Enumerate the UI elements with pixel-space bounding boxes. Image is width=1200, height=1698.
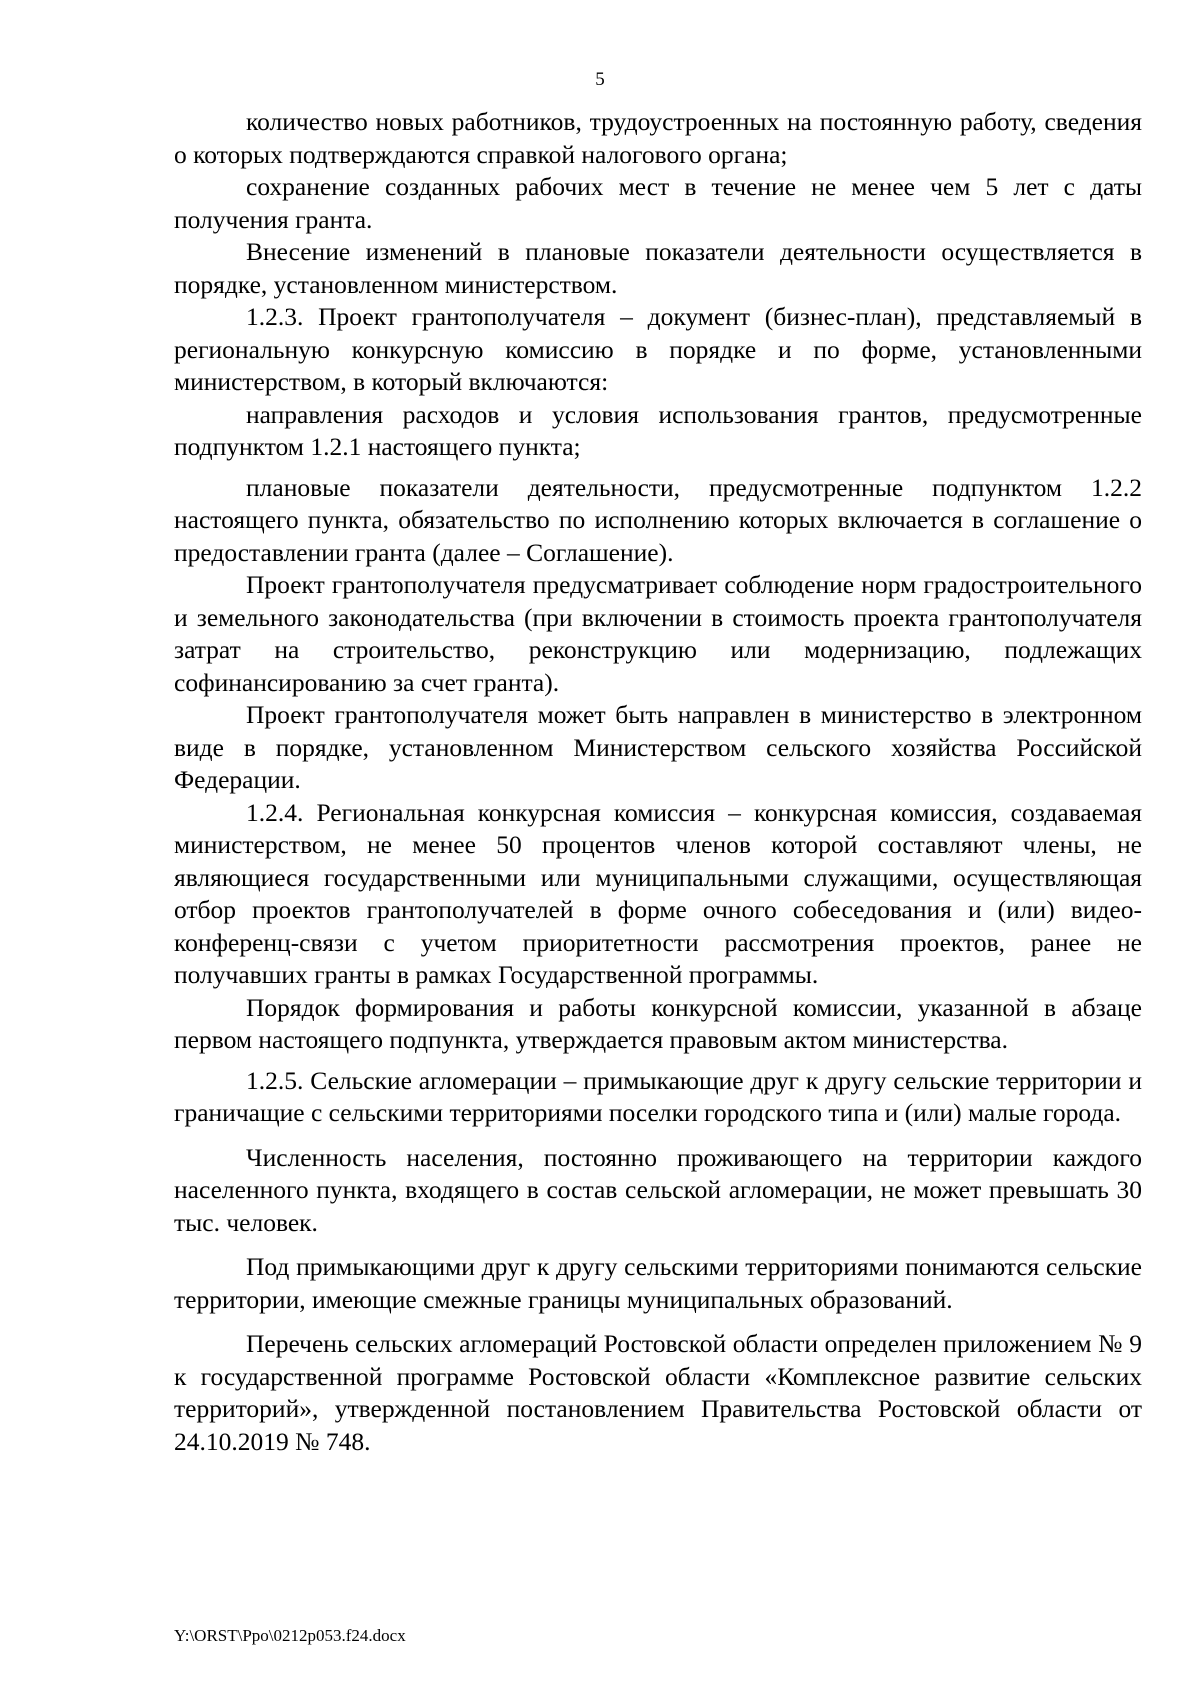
paragraph: 1.2.3. Проект грантополучателя – документ (бизнес-план), представляемый в региональную конкурсную комиссию в порядке и по форме, установленными министерством, в который включаются: <box>174 302 1142 396</box>
paragraph: Численность населения, постоянно проживающего на территории каждого населенного пункта, входящего в состав сельской агломерации, не может превышать 30 тыс. человек. <box>174 1142 1142 1237</box>
paragraph: направления расходов и условия использования грантов, предусмотренные подпунктом 1.2.1 настоящего пункта; <box>174 399 1142 461</box>
paragraph: плановые показатели деятельности, предусмотренные подпунктом 1.2.2 настоящего пункта, обязательство по исполнению которых включается в соглашение о предоставлении гранта (далее – Соглашение). <box>174 472 1142 567</box>
paragraph: 1.2.5. Сельские агломерации – примыкающие друг к другу сельские территории и граничащие с сельскими территориями поселки городского типа и (или) малые города. <box>174 1065 1142 1127</box>
paragraph: Под примыкающими друг к другу сельскими территориями понимаются сельские территории, имеющие смежные границы муниципальных образований. <box>174 1252 1142 1314</box>
page-number: 5 <box>595 69 605 90</box>
document-body <box>174 106 1142 1458</box>
paragraph: Внесение изменений в плановые показатели деятельности осуществляется в порядке, установленном министерством. <box>174 237 1142 299</box>
paragraph: сохранение созданных рабочих мест в течение не менее чем 5 лет с даты получения гранта. <box>174 172 1142 234</box>
footer-file-path: Y:\ORST\Ppo\0212p053.f24.docx <box>174 1626 406 1645</box>
paragraph: количество новых работников, трудоустроенных на постоянную работу, сведения о которых подтверждаются справкой налогового органа; <box>174 107 1142 169</box>
paragraph: Перечень сельских агломераций Ростовской области определен приложением № 9 к государственной программе Ростовской области «Комплексное развитие сельских территорий», утвержденной постановлением Правительства Ростовской области от 24.10.2019 № 748. <box>174 1329 1142 1456</box>
paragraph: Проект грантополучателя предусматривает соблюдение норм градостроительного и земельного законодательства (при включении в стоимость проекта грантополучателя затрат на строительство, реконструкцию или модернизацию, подлежащих софинансированию за счет гранта). <box>174 570 1142 697</box>
paragraph: Проект грантополучателя может быть направлен в министерство в электронном виде в порядке, установленном Министерством сельского хозяйства Российской Федерации. <box>174 700 1142 794</box>
paragraph: 1.2.4. Региональная конкурсная комиссия – конкурсная комиссия, создаваемая министерством, не менее 50 процентов членов которой составляют члены, не являющиеся государственными или муниципальными служащими, осуществляющая отбор проектов грантополучателей в форме очного собеседования и (или) видео-конференц-связи с учетом приоритетности рассмотрения проектов, ранее не получавших гранты в рамках Государственной программы. <box>174 797 1142 989</box>
paragraph: Порядок формирования и работы конкурсной комиссии, указанной в абзаце первом настоящего подпункта, утверждается правовым актом министерства. <box>174 992 1142 1054</box>
